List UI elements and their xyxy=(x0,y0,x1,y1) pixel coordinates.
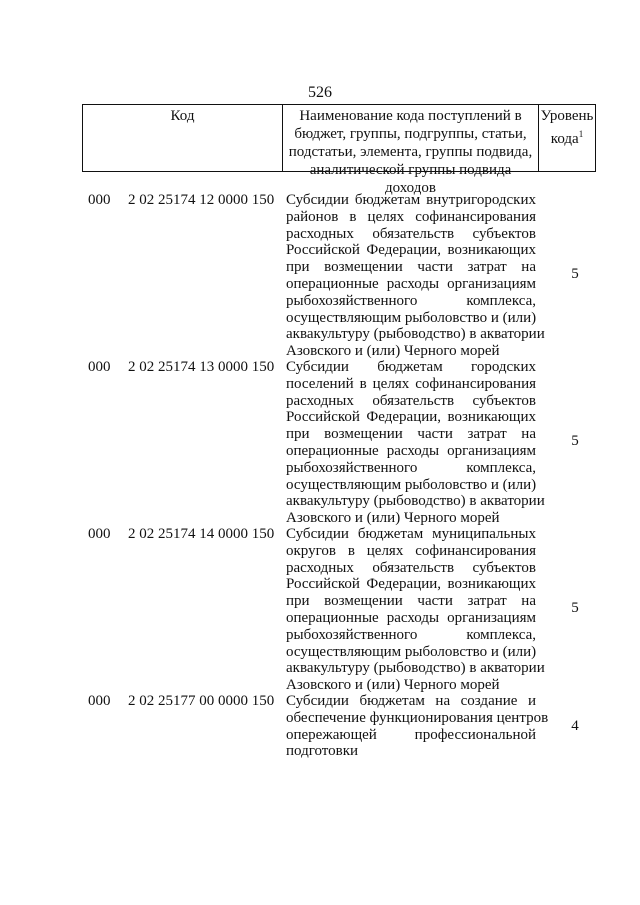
code-description xyxy=(286,192,545,360)
header-name-line: бюджет, группы, подгруппы, статьи, xyxy=(294,126,527,142)
header-name-line: Наименование кода поступлений в xyxy=(299,108,522,124)
code-description xyxy=(286,693,549,760)
code-level: 5 xyxy=(571,266,579,282)
description-line: аквакультуру (рыбоводство) в акватории xyxy=(286,493,545,510)
description-line: Субсидии бюджетам городских xyxy=(286,359,536,375)
budget-code: 2 02 25174 12 0000 150 xyxy=(128,192,275,208)
description-line: обеспечение функционирования центров xyxy=(286,709,549,726)
description-line: осуществляющим рыболовство и (или) xyxy=(286,476,537,493)
admin-code: 000 xyxy=(88,359,111,375)
description-line: Азовского и (или) Черного морей xyxy=(286,343,500,360)
description-line: при возмещении части затрат на xyxy=(286,259,536,276)
description-line: Российской Федерации, возникающих xyxy=(286,409,536,426)
budget-code: 2 02 25174 13 0000 150 xyxy=(128,359,275,375)
description-line: расходных обязательств субъектов xyxy=(286,559,536,576)
header-code: Код xyxy=(83,105,283,171)
code-level: 5 xyxy=(571,600,579,616)
description-line: опережающей профессиональной xyxy=(286,726,536,743)
footnote-mark: 1 xyxy=(578,129,584,139)
description-line: Субсидии бюджетам муниципальных xyxy=(286,526,536,542)
description-line: при возмещении части затрат на xyxy=(286,593,536,610)
admin-code: 000 xyxy=(88,693,111,709)
description-line: при возмещении части затрат на xyxy=(286,426,536,443)
header-level-line xyxy=(539,125,595,148)
description-line: расходных обязательств субъектов xyxy=(286,225,536,242)
description-line: Российской Федерации, возникающих xyxy=(286,576,536,593)
code-level: 5 xyxy=(571,433,579,449)
code-description xyxy=(286,526,545,694)
description-line: расходных обязательств субъектов xyxy=(286,392,536,409)
description-line: рыбохозяйственного комплекса, xyxy=(286,459,536,476)
table-header xyxy=(82,104,596,196)
description-line: округов в целях софинансирования xyxy=(286,542,536,559)
header-level-word: кода xyxy=(550,131,579,147)
admin-code: 000 xyxy=(88,192,111,208)
description-line: операционные расходы организациям xyxy=(286,609,536,626)
code-level: 4 xyxy=(571,718,579,734)
description-line: осуществляющим рыболовство и (или) xyxy=(286,309,537,326)
header-name xyxy=(283,105,539,196)
description-line: рыбохозяйственного комплекса, xyxy=(286,292,536,309)
admin-code: 000 xyxy=(88,526,111,542)
page-number: 526 xyxy=(308,84,332,101)
header-level xyxy=(539,105,595,171)
header-name-line: аналитической группы подвида доходов xyxy=(309,162,512,196)
description-line: поселений в целях софинансирования xyxy=(286,375,536,392)
description-line: рыбохозяйственного комплекса, xyxy=(286,626,536,643)
description-line: подготовки xyxy=(286,743,359,760)
description-line: операционные расходы организациям xyxy=(286,442,536,459)
description-line: Субсидии бюджетам на создание и xyxy=(286,693,536,709)
description-line: Субсидии бюджетам внутригородских xyxy=(286,192,536,208)
description-line: операционные расходы организациям xyxy=(286,275,536,292)
budget-code: 2 02 25177 00 0000 150 xyxy=(128,693,275,709)
description-line: Азовского и (или) Черного морей xyxy=(286,510,500,527)
description-line: аквакультуру (рыбоводство) в акватории xyxy=(286,660,545,677)
description-line: аквакультуру (рыбоводство) в акватории xyxy=(286,326,545,343)
code-description xyxy=(286,359,545,527)
budget-code: 2 02 25174 14 0000 150 xyxy=(128,526,275,542)
description-line: осуществляющим рыболовство и (или) xyxy=(286,643,537,660)
description-line: Азовского и (или) Черного морей xyxy=(286,677,500,694)
header-name-line: подстатьи, элемента, группы подвида, xyxy=(288,144,533,160)
description-line: районов в целях софинансирования xyxy=(286,208,536,225)
description-line: Российской Федерации, возникающих xyxy=(286,242,536,259)
header-level-line: Уровень xyxy=(540,108,594,124)
